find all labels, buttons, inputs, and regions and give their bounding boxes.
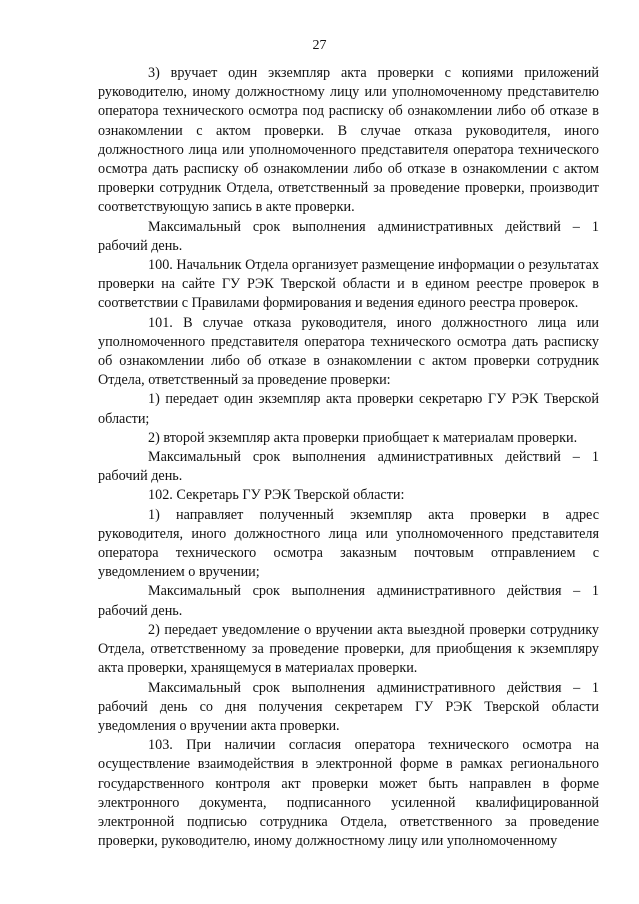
paragraph-deadline: Максимальный срок выполнения административных действий – 1 рабочий день. [98,218,599,254]
paragraph-102: 102. Секретарь ГУ РЭК Тверской области: [148,487,405,504]
document-body [98,64,599,851]
paragraph-102-item-1: 1) направляет полученный экземпляр акта проверки в адрес руководителя, иного должностного лица или уполномоченного представителя оператора технического осмотра заказным почтовым отправлением с уведомлением о вручении; [98,506,599,581]
page-number: 27 [312,38,327,53]
paragraph-101-item-2: 2) второй экземпляр акта проверки приобщает к материалам проверки. [148,429,578,446]
paragraph-103: 103. При наличии согласия оператора технического осмотра на осуществление взаимодействия в электронной форме в рамках регионального государственного контроля акт проверки может быть направлен в форме электронного документа, подписанного усиленной квалифицированной электронной подписью сотрудника Отдела, ответственного за проведение проверки, руководителю, иному должностному лицу или уполномоченному [98,737,599,850]
paragraph-101: 101. В случае отказа руководителя, иного должностного лица или уполномоченного представителя оператора технического осмотра дать расписку об ознакомлении либо об отказе в ознакомлении с актом проверки сотрудник Отдела, ответственный за проведение проверки: [98,314,599,389]
paragraph-deadline: Максимальный срок выполнения административных действий – 1 рабочий день. [98,449,599,485]
paragraph-deadline: Максимальный срок выполнения административного действия – 1 рабочий день со дня получения секретарем ГУ РЭК Тверской области уведомления о вручении акта проверки. [98,679,599,734]
paragraph-deadline: Максимальный срок выполнения административного действия – 1 рабочий день. [98,583,599,619]
paragraph-102-item-2: 2) передает уведомление о вручении акта выездной проверки сотруднику Отдела, ответственному за проведение проверки, для приобщения к экземпляру акта проверки, хранящемуся в материалах проверки. [98,621,599,677]
paragraph-101-item-1: 1) передает один экземпляр акта проверки секретарю ГУ РЭК Тверской области; [98,391,599,427]
paragraph-100: 100. Начальник Отдела организует размещение информации о результатах проверки на сайте ГУ РЭК Тверской области и в едином реестре проверок в соответствии с Правилами формирования и ведения единого реестра проверок. [98,257,599,312]
paragraph-item-3: 3) вручает один экземпляр акта проверки с копиями приложений руководителю, иному должностному лицу или уполномоченному представителю оператора технического осмотра под расписку об ознакомлении либо об отказе в ознакомлении с актом проверки. В случае отказа руководителя, иного должностного лица или уполномоченного представителя оператора технического осмотра дать расписку об ознакомлении либо об отказе в ознакомлении с актом проверки сотрудник Отдела, ответственный за проведение проверки, производит соответствующую запись в акте проверки. [98,65,599,216]
